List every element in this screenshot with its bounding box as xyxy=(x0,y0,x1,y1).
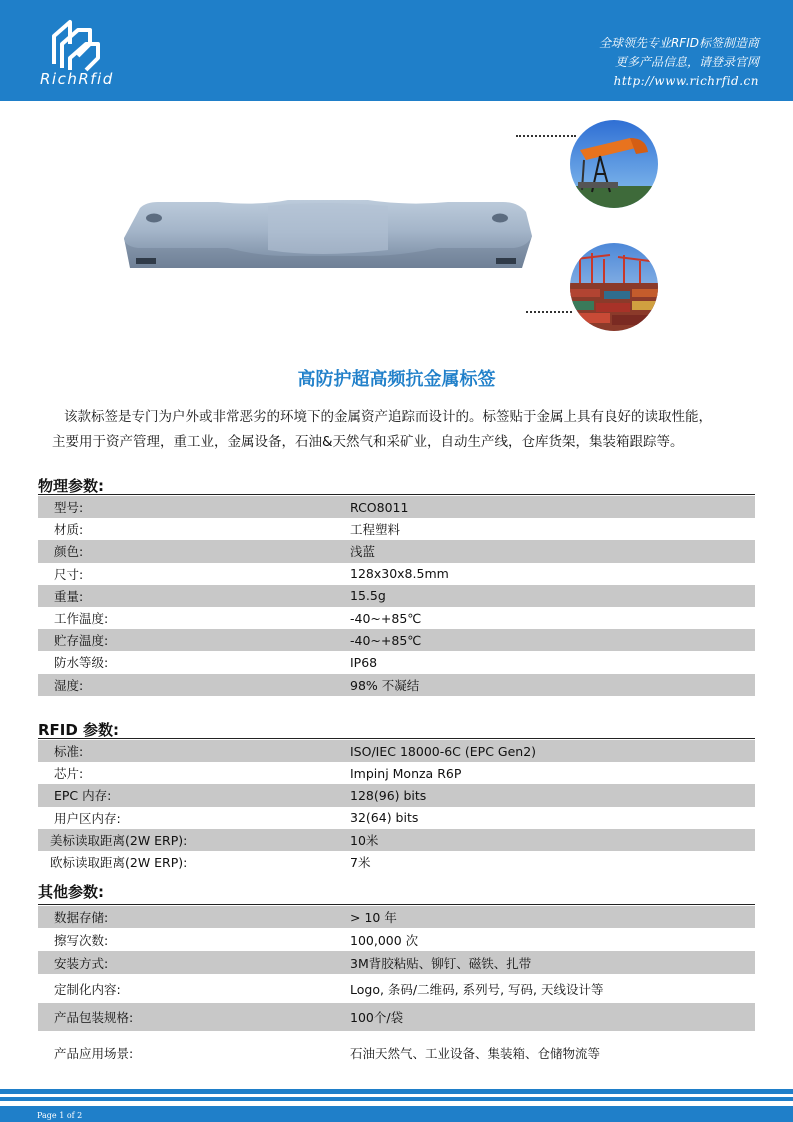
product-hero xyxy=(0,110,793,340)
product-title: 高防护超高频抗金属标签 xyxy=(297,369,496,390)
dotted-connector-bottom xyxy=(526,311,572,313)
spec-row xyxy=(38,906,755,928)
spec-value: RCO8011 xyxy=(336,496,755,518)
spec-value: 128(96) bits xyxy=(336,784,755,806)
oilfield-photo xyxy=(570,120,658,208)
spec-key: 定制化内容: xyxy=(38,974,336,1003)
spec-row xyxy=(38,974,755,1003)
spec-value: 100,000 次 xyxy=(336,928,755,951)
spec-key: 型号: xyxy=(38,496,336,518)
spec-value: ISO/IEC 18000-6C (EPC Gen2) xyxy=(336,740,755,762)
rfid-spec-table xyxy=(38,740,755,873)
spec-key: 颜色: xyxy=(38,540,336,562)
spec-row xyxy=(38,1031,755,1075)
spec-key: 数据存储: xyxy=(38,906,336,928)
spec-key: 防水等级: xyxy=(38,651,336,673)
spec-row xyxy=(38,851,755,873)
spec-row xyxy=(38,740,755,762)
spec-value: 98% 不凝结 xyxy=(336,674,755,696)
rfid-section-rule xyxy=(38,738,755,739)
spec-row xyxy=(38,585,755,607)
spec-value: 128x30x8.5mm xyxy=(336,563,755,585)
product-description xyxy=(52,405,752,455)
other-section-rule xyxy=(38,904,755,905)
container-port-photo xyxy=(570,243,658,331)
spec-value: 32(64) bits xyxy=(336,807,755,829)
spec-value: > 10 年 xyxy=(336,906,755,928)
spec-value: 15.5g xyxy=(336,585,755,607)
spec-row xyxy=(38,1003,755,1031)
spec-row xyxy=(38,540,755,562)
spec-key: 标准: xyxy=(38,740,336,762)
spec-key: 湿度: xyxy=(38,674,336,696)
spec-key: 贮存温度: xyxy=(38,629,336,651)
other-spec-table xyxy=(38,906,755,1075)
spec-row xyxy=(38,807,755,829)
page-header xyxy=(0,0,793,101)
spec-value: 3M背胶粘贴、铆钉、磁铁、扎带 xyxy=(336,951,755,974)
tagline-manufacturer: 全球领先专业RFID标签制造商 xyxy=(598,36,759,50)
spec-row xyxy=(38,607,755,629)
spec-key: 芯片: xyxy=(38,762,336,784)
spec-value: 7米 xyxy=(336,851,755,873)
spec-row xyxy=(38,762,755,784)
spec-row xyxy=(38,928,755,951)
spec-key: 产品包装规格: xyxy=(38,1003,336,1031)
spec-value: 100个/袋 xyxy=(336,1003,755,1031)
spec-row xyxy=(38,563,755,585)
spec-key: 材质: xyxy=(38,518,336,540)
spec-value: -40~+85℃ xyxy=(336,607,755,629)
spec-row xyxy=(38,629,755,651)
spec-row xyxy=(38,951,755,974)
spec-row xyxy=(38,829,755,851)
description-line-2: 主要用于资产管理，重工业，金属设备，石油&天然气和采矿业，自动生产线，仓库货架，集装箱跟踪等。 xyxy=(52,434,684,450)
spec-value: -40~+85℃ xyxy=(336,629,755,651)
spec-key: 工作温度: xyxy=(38,607,336,629)
spec-value: IP68 xyxy=(336,651,755,673)
footer-bar xyxy=(0,1106,793,1122)
spec-key: 产品应用场景: xyxy=(38,1031,336,1075)
spec-value: 10米 xyxy=(336,829,755,851)
spec-key: EPC 内存: xyxy=(38,784,336,806)
spec-key: 欧标读取距离(2W ERP): xyxy=(38,851,336,873)
spec-value: 工程塑料 xyxy=(336,518,755,540)
description-line-1: 该款标签是专门为户外或非常恶劣的环境下的金属资产追踪而设计的。标签贴于金属上具有良好的读取性能， xyxy=(64,409,712,425)
website-link[interactable]: http://www.richrfid.cn xyxy=(613,74,759,88)
spec-value: 石油天然气、工业设备、集装箱、仓储物流等 xyxy=(336,1031,755,1075)
physical-section-heading: 物理参数: xyxy=(38,477,104,495)
spec-row xyxy=(38,496,755,518)
spec-row xyxy=(38,651,755,673)
rfid-section-heading: RFID 参数: xyxy=(38,721,120,739)
spec-key: 安装方式: xyxy=(38,951,336,974)
spec-value: Impinj Monza R6P xyxy=(336,762,755,784)
spec-row xyxy=(38,518,755,540)
product-tag-image xyxy=(118,196,538,274)
dotted-connector-top xyxy=(516,135,576,137)
spec-row xyxy=(38,674,755,696)
spec-value: Logo, 条码/二维码, 系列号, 写码, 天线设计等 xyxy=(336,974,755,1003)
physical-section-rule xyxy=(38,494,755,495)
footer-stripe-1 xyxy=(0,1089,793,1094)
brand-name: RichRfid xyxy=(40,70,114,88)
spec-key: 重量: xyxy=(38,585,336,607)
spec-value: 浅蓝 xyxy=(336,540,755,562)
page-number: Page 1 of 2 xyxy=(37,1111,83,1120)
spec-key: 美标读取距离(2W ERP): xyxy=(38,829,336,851)
spec-key: 尺寸: xyxy=(38,563,336,585)
other-section-heading: 其他参数: xyxy=(38,883,104,901)
spec-key: 用户区内存: xyxy=(38,807,336,829)
tagline-visit: 更多产品信息，请登录官网 xyxy=(614,55,759,69)
physical-spec-table xyxy=(38,496,755,696)
footer-stripe-2 xyxy=(0,1097,793,1101)
spec-key: 擦写次数: xyxy=(38,928,336,951)
spec-row xyxy=(38,784,755,806)
